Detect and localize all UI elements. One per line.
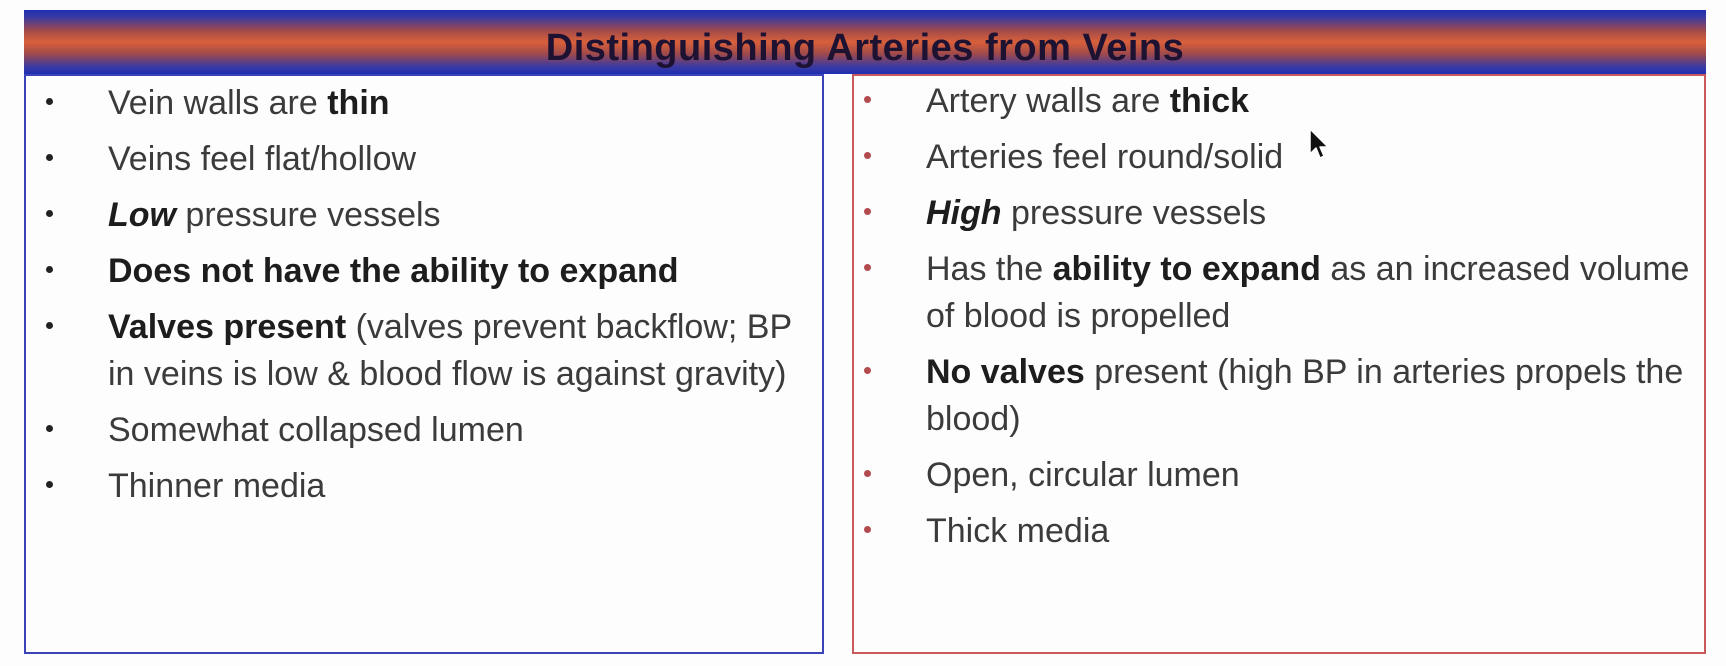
item-bold-italic-text: High bbox=[926, 194, 1002, 232]
bullet-icon bbox=[864, 96, 871, 103]
list-item bbox=[854, 78, 1704, 125]
bullet-icon bbox=[864, 152, 871, 159]
bullet-icon bbox=[46, 98, 53, 105]
mouse-cursor-icon bbox=[1308, 128, 1330, 160]
arteries-list bbox=[854, 78, 1704, 564]
bullet-icon bbox=[864, 264, 871, 271]
item-text: Has the bbox=[926, 250, 1053, 288]
title-bar bbox=[24, 10, 1706, 74]
item-bold-italic-text: Low bbox=[108, 196, 176, 234]
bullet-icon bbox=[46, 425, 53, 432]
list-item bbox=[854, 508, 1704, 555]
veins-list bbox=[26, 80, 822, 519]
bullet-icon bbox=[46, 322, 53, 329]
bullet-icon bbox=[46, 154, 53, 161]
list-item bbox=[854, 452, 1704, 499]
list-item bbox=[26, 248, 822, 295]
bullet-icon bbox=[864, 470, 871, 477]
item-bold-text: Valves present bbox=[108, 308, 347, 346]
list-item bbox=[854, 190, 1704, 237]
item-text: present (high BP in arteries propels the blood) bbox=[926, 353, 1684, 438]
bullet-icon bbox=[46, 266, 53, 273]
item-text: Veins feel flat/hollow bbox=[108, 140, 417, 178]
list-item bbox=[854, 349, 1704, 443]
bullet-icon bbox=[46, 210, 53, 217]
item-text: Vein walls are bbox=[108, 84, 328, 122]
item-bold-text: thick bbox=[1169, 82, 1250, 120]
item-text: pressure vessels bbox=[175, 196, 441, 234]
item-text: Somewhat collapsed lumen bbox=[108, 411, 524, 449]
veins-panel bbox=[24, 74, 824, 654]
item-text: (valves prevent backflow; BP in veins is low & blood flow is against gravity) bbox=[108, 308, 792, 393]
item-text: Arteries feel round/solid bbox=[926, 138, 1284, 176]
list-item bbox=[26, 136, 822, 183]
item-bold-text: Does not have the ability to expand bbox=[108, 252, 679, 290]
arteries-panel bbox=[852, 74, 1706, 654]
bullet-icon bbox=[864, 526, 871, 533]
list-item bbox=[854, 246, 1704, 340]
list-item bbox=[26, 407, 822, 454]
item-bold-text: thin bbox=[327, 84, 390, 122]
item-text: pressure vessels bbox=[1001, 194, 1267, 232]
item-text: Thinner media bbox=[108, 467, 326, 505]
list-item bbox=[26, 304, 822, 398]
bullet-icon bbox=[46, 481, 53, 488]
item-text: Artery walls are bbox=[926, 82, 1170, 120]
list-item bbox=[26, 463, 822, 510]
item-bold-text: ability to expand bbox=[1052, 250, 1321, 288]
item-text: Open, circular lumen bbox=[926, 456, 1240, 494]
bullet-icon bbox=[864, 367, 871, 374]
list-item bbox=[854, 134, 1704, 181]
item-text: Thick media bbox=[926, 512, 1110, 550]
item-bold-text: No valves bbox=[926, 353, 1085, 391]
item-text: as an increased volume of blood is propelled bbox=[926, 250, 1690, 335]
list-item bbox=[26, 80, 822, 127]
bullet-icon bbox=[864, 208, 871, 215]
slide-title: Distinguishing Arteries from Veins bbox=[545, 26, 1185, 69]
list-item bbox=[26, 192, 822, 239]
